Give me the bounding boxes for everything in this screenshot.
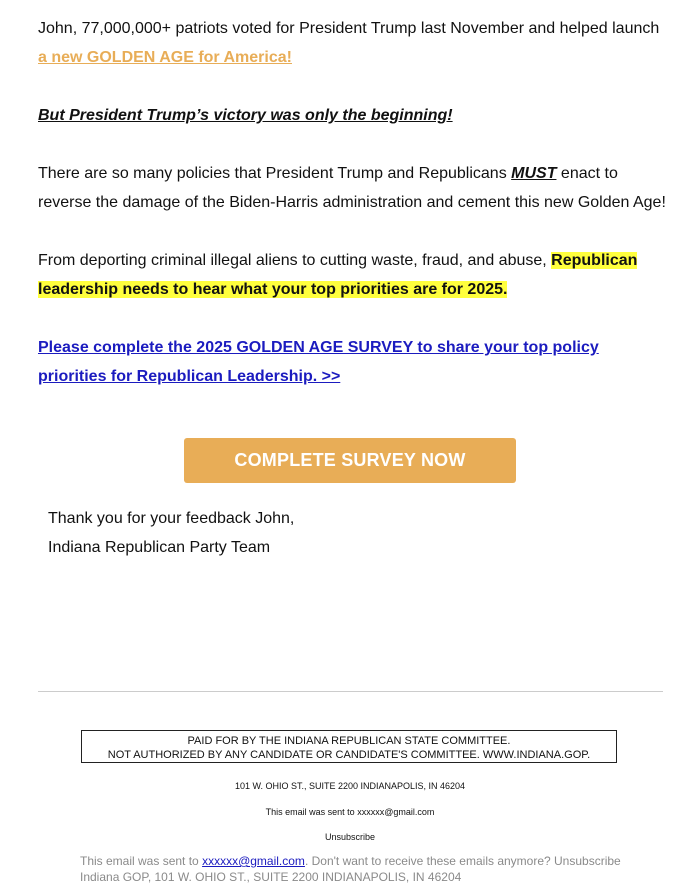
team-signature: Indiana Republican Party Team (48, 539, 271, 556)
paid-for-disclaimer (81, 730, 617, 763)
intro-text: John, 77,000,000+ patriots voted for President Trump last November and helped launch (38, 20, 660, 37)
priorities-paragraph (38, 246, 668, 304)
policies-text-end: enact to reverse the damage of the Biden-Harris administration and cement this new Golden Age! (38, 165, 666, 211)
paid-line-1: PAID FOR BY THE INDIANA REPUBLICAN STATE COMMITTEE. (187, 735, 511, 747)
policies-text-start: There are so many policies that President Trump and Republicans (38, 165, 507, 182)
client-footer (80, 853, 621, 885)
priorities-highlight: Republican leadership needs to hear what your top priorities are for 2025. (38, 252, 638, 298)
thanks-line: Thank you for your feedback John, (48, 510, 295, 527)
complete-survey-button[interactable]: COMPLETE SURVEY NOW (184, 438, 516, 483)
client-email-link[interactable]: xxxxxx@gmail.com (202, 854, 305, 868)
subheading-text: But President Trump’s victory was only the beginning! (38, 107, 453, 124)
intro-paragraph (38, 14, 668, 72)
survey-link[interactable]: Please complete the 2025 GOLDEN AGE SURVEY to share your top policy priorities for Republican Leadership. >> (38, 339, 599, 385)
golden-age-link[interactable]: a new GOLDEN AGE for America! (38, 49, 292, 66)
policies-paragraph (38, 159, 668, 217)
client-address: Indiana GOP, 101 W. OHIO ST., SUITE 2200 INDIANAPOLIS, IN 46204 (80, 870, 462, 884)
signoff (48, 504, 294, 562)
client-sent-prefix: This email was sent to (80, 854, 199, 868)
email-body (38, 14, 668, 420)
client-unsubscribe-text[interactable]: . Don't want to receive these emails anymore? Unsubscribe (304, 854, 621, 868)
sent-to-notice: This email was sent to xxxxxx@gmail.com (265, 807, 435, 817)
survey-paragraph (38, 333, 668, 391)
client-footer-line-1 (80, 853, 621, 869)
must-emphasis: MUST (511, 165, 557, 182)
mailing-address: 101 W. OHIO ST., SUITE 2200 INDIANAPOLIS, IN 46204 (234, 781, 466, 791)
footer-divider (38, 691, 663, 692)
subheading-paragraph (38, 101, 668, 130)
paid-line-2: NOT AUTHORIZED BY ANY CANDIDATE OR CANDIDATE'S COMMITTEE. WWW.INDIANA.GOP. (107, 749, 591, 761)
priorities-text: From deporting criminal illegal aliens to cutting waste, fraud, and abuse, (38, 252, 547, 269)
unsubscribe-link[interactable]: Unsubscribe (324, 832, 376, 842)
